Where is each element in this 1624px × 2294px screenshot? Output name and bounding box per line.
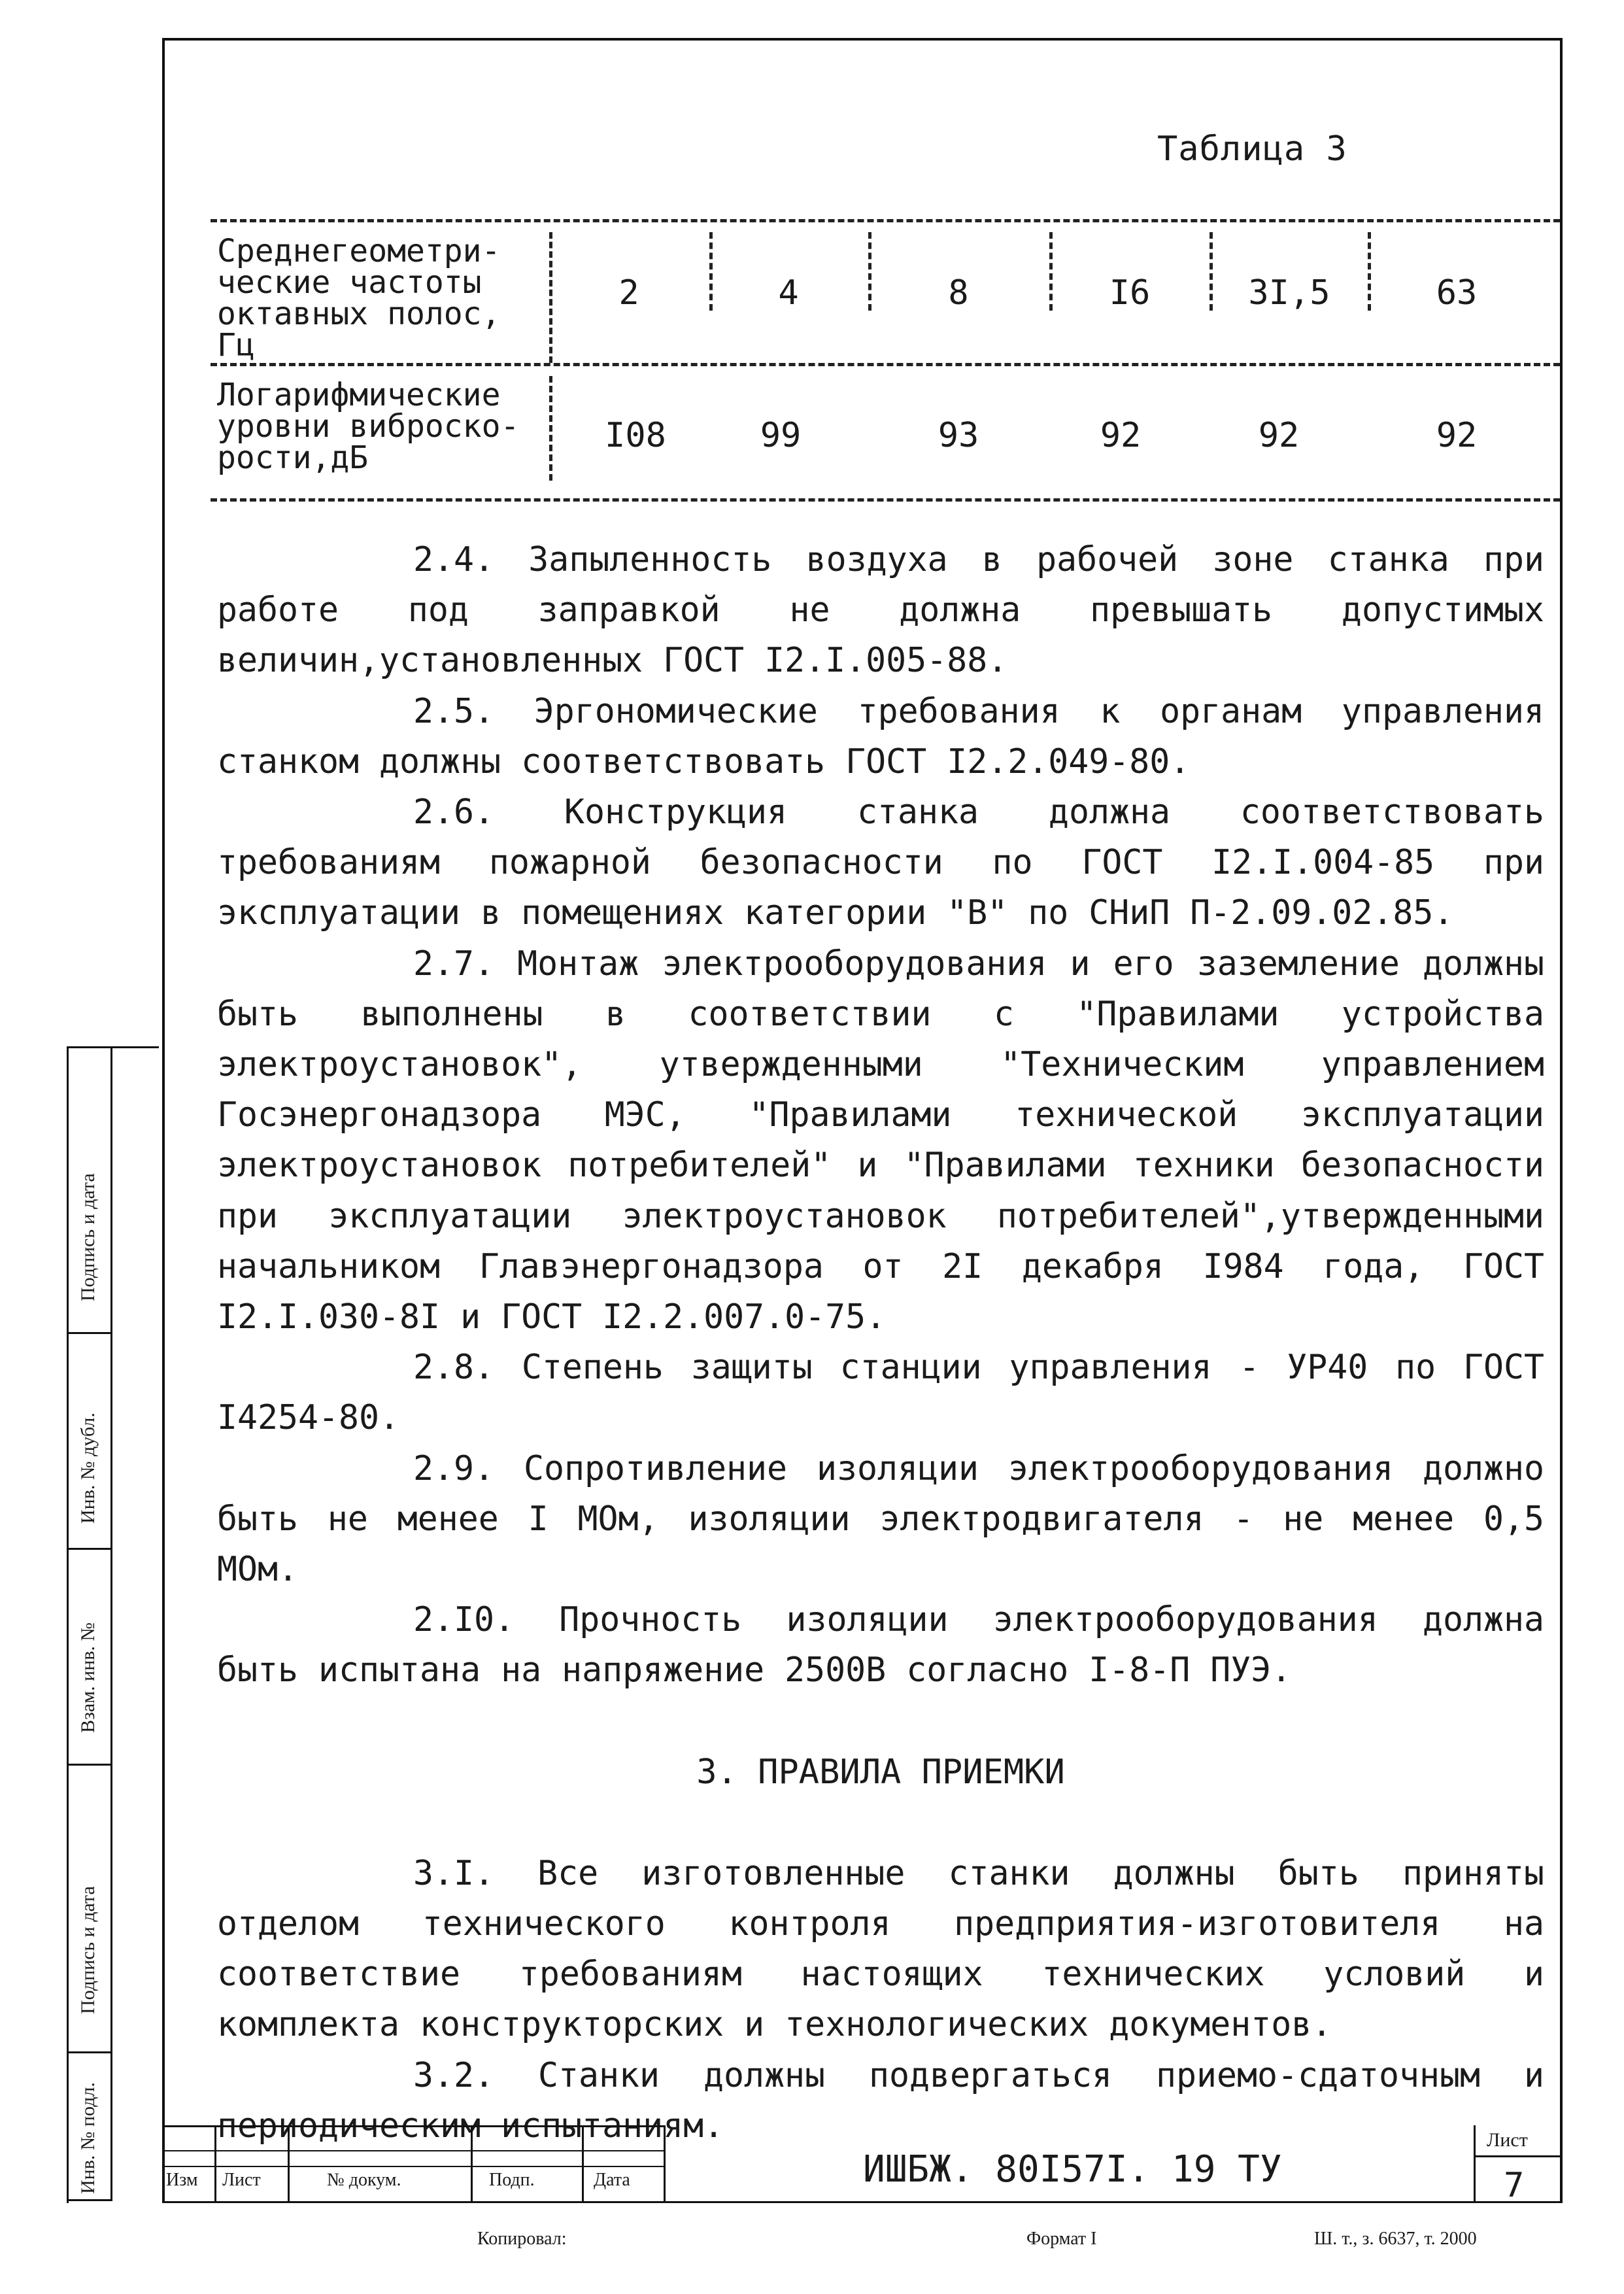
paragraph-2-7: 2.7. Монтаж электрооборудования и его заземление должны быть выполнены в соответствии с "Правилами устройства электроустановок", утвержденными "Техническим управлением Госэнергонадзора МЭС, "Правилами технической эксплуатации электроустановок потребителей" и "Правилами техники безопасности при эксплуатации электроустановок потребителей",утвержденными начальником Главэнергонадзора от 2I декабря I984 года, ГОСТ I2.I.030-8I и ГОСТ I2.2.007.0-75. — [217, 944, 1544, 1337]
level-cell: 93 — [938, 416, 979, 455]
frame-left-border — [162, 38, 165, 2202]
title-block — [162, 2125, 666, 2203]
table-col-separator — [549, 376, 552, 481]
table-bottom-rule — [211, 498, 1560, 502]
table-col-separator — [1210, 232, 1213, 311]
paragraph-3-1: 3.I. Все изготовленные станки должны быть приняты отделом технического контроля предприятия-изготовителя на соответствие требованиям настоящих технических условий и комплекта конструкторских и технологических документов. — [217, 1853, 1544, 2045]
footer-copied: Копировал: — [477, 2229, 567, 2249]
stamp-label-doc-no: № докум. — [327, 2170, 401, 2190]
title-block-col-line — [582, 2125, 584, 2201]
level-cell: 92 — [1258, 416, 1300, 455]
footer-print-info: Ш. т., з. 6637, т. 2000 — [1314, 2229, 1477, 2249]
paragraph-2-4: 2.4. Запыленность воздуха в рабочей зоне станка при работе под заправкой не должна превышать допустимых величин,установленных ГОСТ I2.I.005-88. — [217, 540, 1544, 681]
paragraph-3-2: 3.2. Станки должны подвергаться приемо-сдаточным и периодическим испытаниям. — [217, 2055, 1544, 2146]
level-cell: 92 — [1436, 416, 1478, 455]
table-col-separator — [1049, 232, 1053, 311]
stamp-label-list: Лист — [222, 2170, 261, 2190]
title-block-col-line — [214, 2125, 216, 2201]
table-middle-rule — [211, 363, 1560, 366]
title-block-col-line — [664, 2125, 666, 2201]
level-cell: 92 — [1100, 416, 1142, 455]
level-cell: 99 — [760, 416, 802, 455]
paragraph-2-5: 2.5. Эргономические требования к органам управления станком должны соответствовать ГОСТ I2.2.049-80. — [217, 691, 1544, 781]
side-label-sign-date-1: Подпись и дата — [77, 1173, 99, 1301]
table-col-separator — [549, 232, 552, 363]
paragraph-2-10: 2.I0. Прочность изоляции электрооборудования должна быть испытана на напряжение 2500В согласно I-8-П ПУЭ. — [217, 1600, 1544, 1690]
level-row-label: Логарифмические уровни виброско- рости,дБ — [217, 377, 520, 476]
frame-right-border — [1560, 38, 1563, 2202]
paragraph-2-9: 2.9. Сопротивление изоляции электрооборудования должно быть не менее I МОм, изоляции электродвигателя - не менее 0,5 МОм. — [217, 1448, 1544, 1590]
title-block-row-line — [162, 2150, 666, 2151]
side-label-vzam-inv: Взам. инв. № — [77, 1622, 99, 1733]
sheet-box-separator — [1474, 2155, 1560, 2157]
frequency-cell: 8 — [948, 273, 969, 313]
document-body — [217, 535, 1544, 2151]
paragraph-2-6: 2.6. Конструкция станка должна соответствовать требованиям пожарной безопасности по ГОСТ I2.I.004-85 при эксплуатации в помещениях категории "В" по СНиП П-2.09.02.85. — [217, 793, 1544, 933]
stamp-label-data: Дата — [594, 2170, 630, 2190]
table-title: Таблица 3 — [1157, 129, 1347, 169]
document-code: ИШБЖ. 80I57I. 19 ТУ — [863, 2148, 1282, 2191]
title-block-col-line — [288, 2125, 290, 2201]
table-col-separator — [868, 232, 871, 311]
side-label-sign-date-2: Подпись и дата — [77, 1886, 99, 2014]
level-cell: I08 — [605, 416, 666, 455]
paragraph-2-8: 2.8. Степень защиты станции управления - УР40 по ГОСТ I4254-80. — [217, 1348, 1544, 1438]
title-block-col-line — [471, 2125, 473, 2201]
stamp-label-izm: Изм — [166, 2170, 198, 2190]
stamp-label-podp: Подп. — [489, 2170, 535, 2190]
frequency-row-label: Среднегеометри- ческие частоты октавных полос, Гц — [217, 233, 501, 364]
table-col-separator — [1368, 232, 1371, 311]
sheet-number: 7 — [1504, 2166, 1525, 2205]
sheet-label: Лист — [1487, 2129, 1528, 2151]
frame-top-border — [162, 38, 1563, 41]
table-top-rule — [211, 219, 1560, 222]
title-block-row-line — [162, 2166, 666, 2167]
frequency-cell: 4 — [778, 273, 799, 313]
section-3-heading: 3. ПРАВИЛА ПРИЕМКИ — [696, 1752, 1065, 1792]
frequency-cell: 3I,5 — [1248, 273, 1330, 313]
side-label-inv-podl: Инв. № подл. — [77, 2082, 99, 2194]
table-col-separator — [709, 232, 713, 311]
side-label-inv-dubl: Инв. № дубл. — [77, 1412, 99, 1524]
frequency-cell: I6 — [1109, 273, 1151, 313]
footer-format: Формат I — [1026, 2229, 1097, 2249]
frequency-cell: 2 — [618, 273, 639, 313]
frequency-cell: 63 — [1436, 273, 1478, 313]
